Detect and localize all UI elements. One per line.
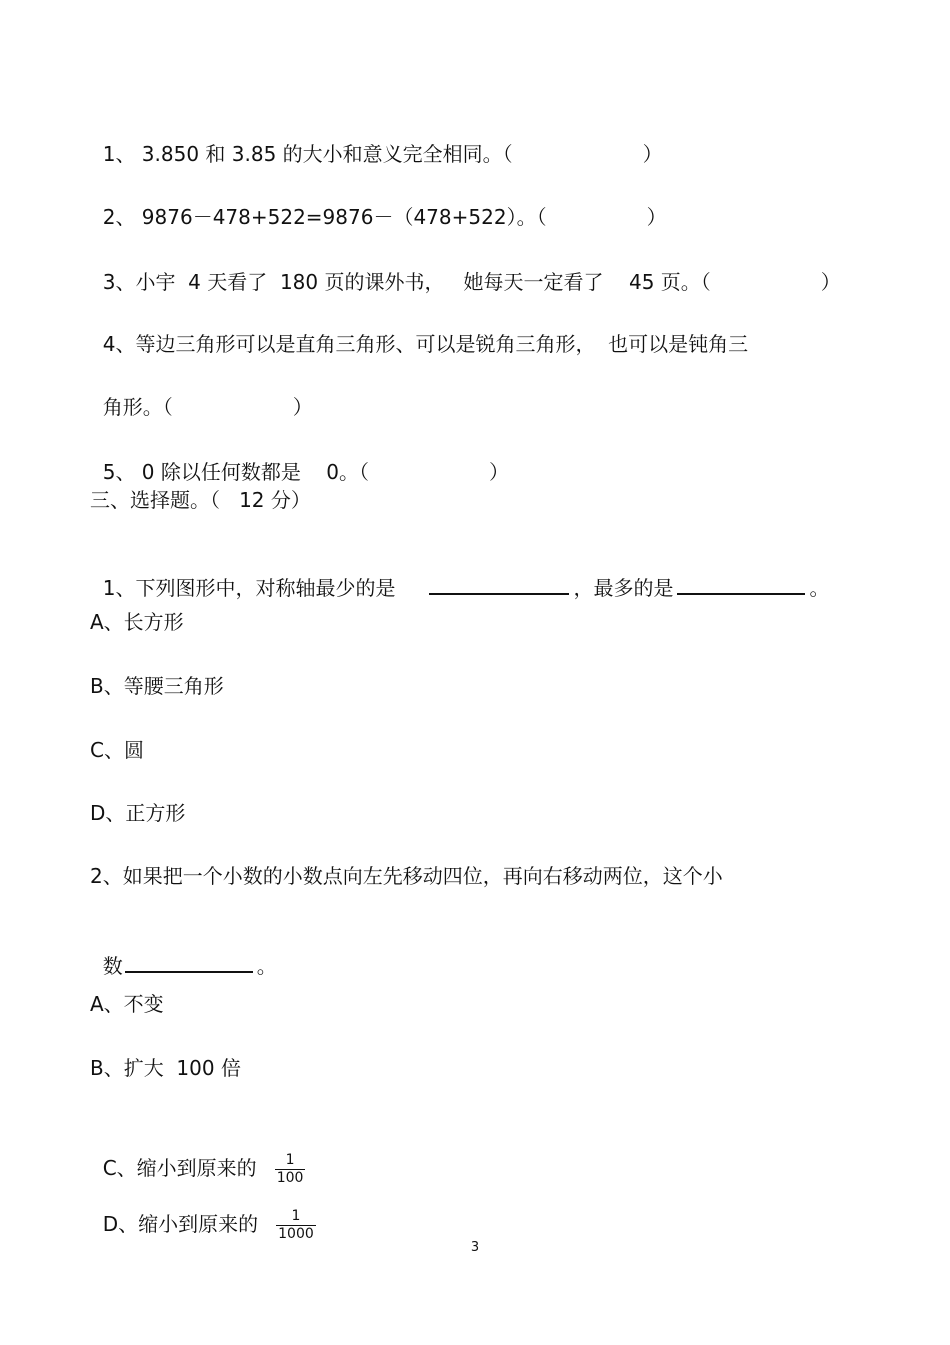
- judgement-item-1-close: ）: [642, 142, 663, 166]
- judgement-item-2-close: ）: [646, 205, 667, 229]
- q2-option-d-numerator: 1: [276, 1208, 316, 1226]
- judgement-item-1-text: 1、 3.850 和 3.85 的大小和意义完全相同。（: [102, 142, 513, 166]
- q1-stem: [90, 546, 829, 602]
- judgement-item-2: [90, 175, 667, 231]
- judgement-item-5-close: ）: [489, 460, 510, 484]
- judgement-item-1: [90, 112, 663, 168]
- q2-option-d-label: D、缩小到原来的: [102, 1212, 259, 1236]
- judgement-item-5-text: 5、 0 除以任何数都是 0。（: [102, 460, 370, 484]
- q1-text-c: 。: [809, 576, 830, 600]
- q2-option-b: B、扩大 100 倍: [90, 1056, 241, 1080]
- section-three-title: 三、选择题。（ 12 分）: [90, 488, 311, 512]
- q2-option-c-denominator: 100: [276, 1170, 304, 1186]
- judgement-item-4-cont-close: ）: [292, 395, 313, 419]
- q2-option-d-fraction: [276, 1208, 316, 1243]
- q1-text-b: ，最多的是: [573, 576, 674, 600]
- q2-option-a: A、不变: [90, 992, 164, 1016]
- judgement-item-2-text: 2、 9876－478+522=9876－（478+522）。（: [102, 205, 547, 229]
- q2-line2-prefix: 数: [102, 954, 123, 978]
- q1-option-b: B、等腰三角形: [90, 674, 224, 698]
- q2-option-d: [90, 1164, 316, 1244]
- judgement-item-4-text: 4、等边三角形可以是直角三角形、可以是锐角三角形， 也可以是钝角三: [102, 332, 749, 356]
- q1-option-a: A、长方形: [90, 610, 184, 634]
- q2-option-c-label: C、缩小到原来的: [102, 1156, 257, 1180]
- judgement-item-3-text: 3、小宇 4 天看了 180 页的课外书， 她每天一定看了 45 页。（: [102, 270, 711, 294]
- judgement-item-3: [90, 240, 841, 296]
- q2-stem-line2: [90, 924, 277, 980]
- judgement-item-3-close: ）: [820, 270, 841, 294]
- q2-option-c-numerator: 1: [275, 1152, 306, 1170]
- q1-option-d: D、正方形: [90, 801, 186, 825]
- q2-line2-suffix: 。: [256, 954, 277, 978]
- judgement-item-4-cont-text: 角形。（: [102, 395, 173, 419]
- judgement-item-4: [90, 302, 748, 358]
- judgement-item-4-cont: [90, 365, 313, 421]
- judgement-item-5: [90, 430, 509, 486]
- q2-stem-line1: 2、如果把一个小数的小数点向左先移动四位，再向右移动两位，这个小: [90, 864, 723, 888]
- page-number: 3: [470, 1240, 480, 1255]
- q1-text-a: 1、下列图形中，对称轴最少的是: [102, 576, 396, 600]
- q1-answer-blank-1[interactable]: [429, 575, 569, 595]
- q1-answer-blank-2[interactable]: [677, 575, 805, 595]
- q1-option-c: C、圆: [90, 738, 144, 762]
- q2-answer-blank[interactable]: [125, 953, 253, 973]
- q2-option-d-denominator: 1000: [278, 1226, 314, 1242]
